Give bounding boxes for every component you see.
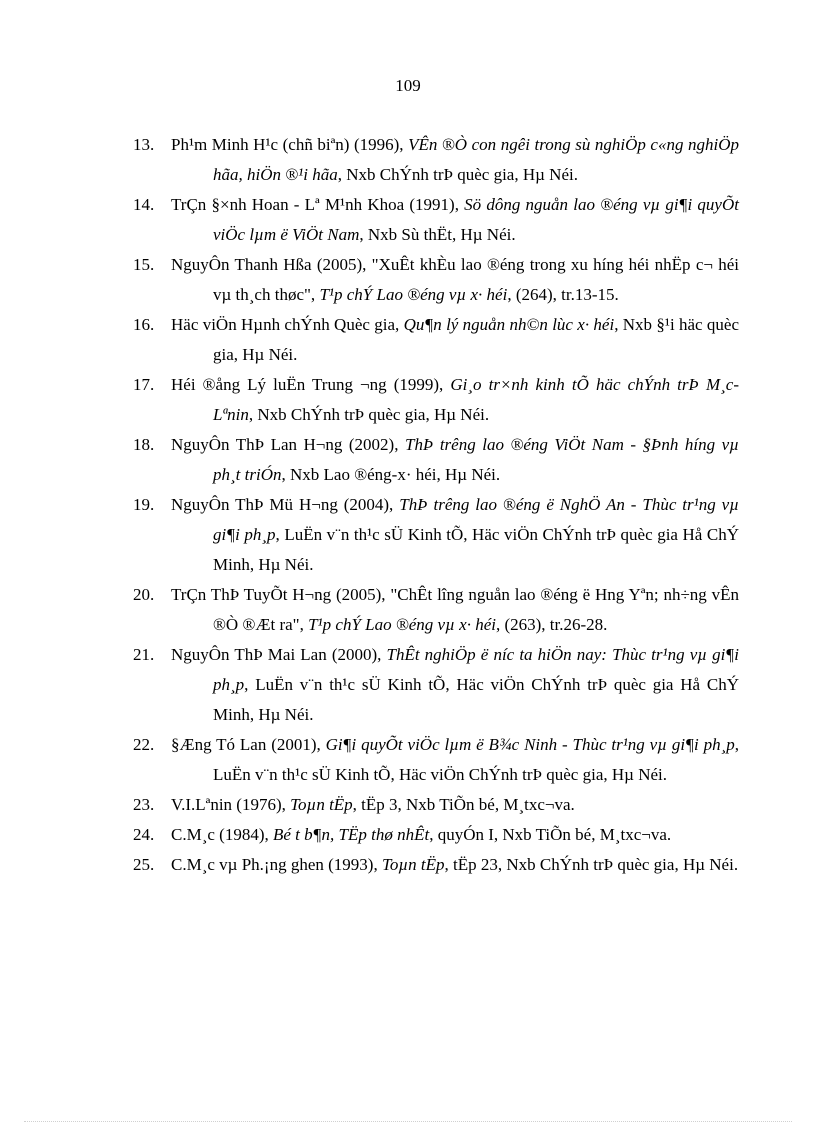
reference-list	[133, 130, 739, 880]
reference-number: 24.	[133, 825, 155, 844]
reference-publisher: , Nxb Lao ®éng-x· héi, Hµ Néi.	[281, 465, 501, 484]
reference-author: NguyÔn ThÞ Mü H¬ng (2004),	[171, 495, 400, 514]
reference-author: §Æng Tó Lan (2001),	[171, 735, 326, 754]
reference-publisher: , Nxb ChÝnh trÞ quèc gia, Hµ Néi.	[337, 165, 578, 184]
reference-title: ThÞ trêng lao ®éng ë NghÖ An - Thùc tr¹ng vµ gi¶i ph¸p	[213, 495, 739, 544]
reference-title: Gi¸o tr×nh kinh tÕ häc chÝnh trÞ M¸c- Lªnin	[213, 375, 739, 424]
reference-title: Sö dông nguån lao ®éng vµ gi¶i quyÕt viÖc lµm ë ViÖt Nam	[213, 195, 739, 244]
reference-item	[133, 850, 739, 880]
reference-number: 23.	[133, 795, 155, 814]
reference-item	[133, 640, 739, 730]
reference-publisher: , LuËn v¨n th¹c sÜ Kinh tÕ, Häc viÖn ChÝnh trÞ quèc gia Hå ChÝ Minh, Hµ Néi.	[213, 525, 739, 574]
reference-author: NguyÔn ThÞ Lan H¬ng (2002),	[171, 435, 405, 454]
reference-item	[133, 730, 739, 790]
reference-item	[133, 490, 739, 580]
reference-title: T¹p chÝ Lao ®éng vµ x· héi	[308, 615, 496, 634]
reference-title: Toµn tËp	[290, 795, 353, 814]
reference-author: NguyÔn Thanh Hßa (2005), "XuÊt khÈu lao ®éng trong xu híng héi nhËp c¬ héi vµ th¸ch thøc",	[171, 255, 739, 304]
reference-publisher: , quyÓn I, Nxb TiÕn bé, M¸txc¬va.	[429, 825, 672, 844]
reference-publisher: , Nxb §¹i häc quèc gia, Hµ Néi.	[213, 315, 739, 364]
reference-item	[133, 190, 739, 250]
reference-item	[133, 580, 739, 640]
reference-title: Bé t b¶n, TËp thø nhÊt	[272, 825, 430, 844]
reference-author: Héi ®ång Lý luËn Trung ¬ng (1999),	[171, 375, 451, 394]
reference-author: TrÇn ThÞ TuyÕt H¬ng (2005), "ChÊt lîng nguån lao ®éng ë Hng Yªn; nh÷ng vÊn ®Ò ®Æt ra",	[171, 585, 739, 634]
reference-number: 13.	[133, 135, 155, 154]
page-number: 109	[395, 76, 421, 95]
reference-publisher: , LuËn v¨n th¹c sÜ Kinh tÕ, Häc viÖn ChÝnh trÞ quèc gia, Hµ Néi.	[213, 735, 739, 784]
reference-title: Gi¶i quyÕt viÖc lµm ë B¾c Ninh - Thùc tr¹ng vµ gi¶i ph¸p	[325, 735, 735, 754]
reference-item	[133, 130, 739, 190]
reference-number: 15.	[133, 255, 155, 274]
reference-number: 21.	[133, 645, 155, 664]
reference-title: VÊn ®Ò con ngêi trong sù nghiÖp c«ng nghiÖp hãa, hiÖn ®¹i hãa	[213, 135, 739, 184]
reference-title: ThÊt nghiÖp ë níc ta hiÖn nay: Thùc tr¹ng vµ gi¶i ph¸p	[213, 645, 739, 694]
reference-author: Häc viÖn Hµnh chÝnh Quèc gia,	[171, 315, 404, 334]
reference-number: 18.	[133, 435, 155, 454]
reference-item	[133, 790, 739, 820]
reference-number: 25.	[133, 855, 155, 874]
reference-publisher: , tËp 23, Nxb ChÝnh trÞ quèc gia, Hµ Néi.	[444, 855, 739, 874]
reference-title: T¹p chÝ Lao ®éng vµ x· héi	[319, 285, 508, 304]
reference-number: 14.	[133, 195, 155, 214]
reference-item	[133, 370, 739, 430]
reference-title: ThÞ trêng lao ®éng ViÖt Nam - §Þnh híng vµ ph¸t triÓn	[213, 435, 740, 484]
reference-item	[133, 820, 739, 850]
reference-number: 17.	[133, 375, 155, 394]
reference-title: Toµn tËp	[381, 855, 445, 874]
reference-author: C.M¸c vµ Ph.¡ng ghen (1993),	[171, 855, 382, 874]
reference-publisher: , Nxb ChÝnh trÞ quèc gia, Hµ Néi.	[248, 405, 490, 424]
reference-publisher: , (264), tr.13-15.	[507, 285, 619, 304]
reference-author: V.I.Lªnin (1976),	[171, 795, 291, 814]
reference-publisher: , tËp 3, Nxb TiÕn bé, M¸txc¬va.	[352, 795, 575, 814]
reference-number: 19.	[133, 495, 155, 514]
reference-item	[133, 250, 739, 310]
reference-number: 20.	[133, 585, 155, 604]
reference-item	[133, 430, 739, 490]
reference-publisher: , (263), tr.26-28.	[495, 615, 608, 634]
page-bottom-divider	[24, 1121, 792, 1122]
reference-number: 22.	[133, 735, 155, 754]
reference-number: 16.	[133, 315, 155, 334]
reference-author: C.M¸c (1984),	[171, 825, 273, 844]
reference-author: NguyÔn ThÞ Mai Lan (2000),	[171, 645, 387, 664]
reference-author: Ph¹m Minh H¹c (chñ biªn) (1996),	[171, 135, 409, 154]
reference-publisher: , LuËn v¨n th¹c sÜ Kinh tÕ, Häc viÖn ChÝnh trÞ quèc gia Hå ChÝ Minh, Hµ Néi.	[213, 675, 739, 724]
reference-item	[133, 310, 739, 370]
reference-author: TrÇn §×nh Hoan - Lª M¹nh Khoa (1991),	[171, 195, 465, 214]
reference-publisher: , Nxb Sù thËt, Hµ Néi.	[359, 225, 516, 244]
reference-title: Qu¶n lý nguån nh©n lùc x· héi	[403, 315, 615, 334]
